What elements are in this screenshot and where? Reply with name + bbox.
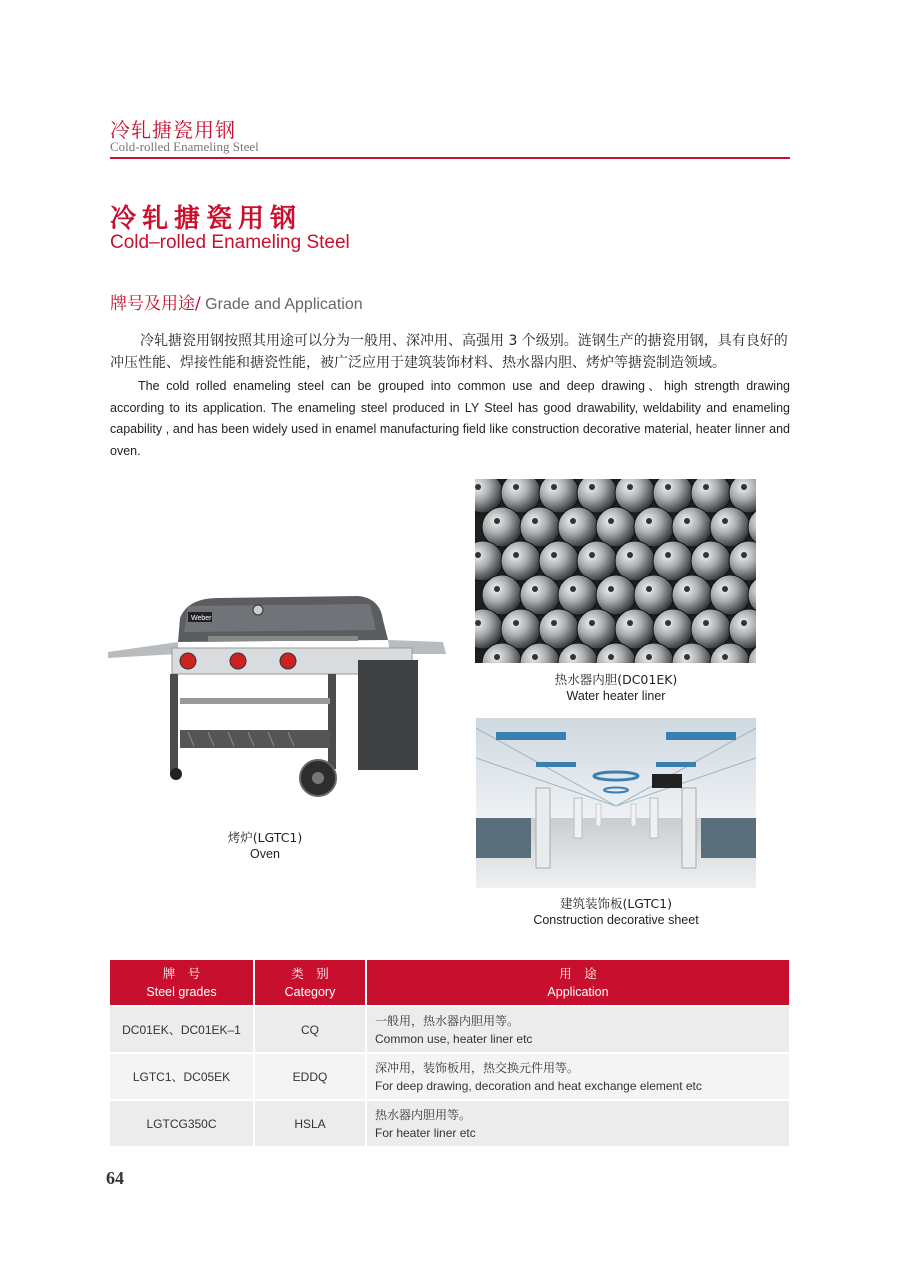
running-header-title-cn: 冷轧搪瓷用钢 (110, 118, 236, 142)
cell-application-cn: 热水器内胆用等。 (375, 1107, 472, 1122)
liner-fitting (722, 586, 728, 592)
page-title-en: Cold–rolled Enameling Steel (110, 232, 350, 253)
page-number: 64 (106, 1168, 124, 1188)
liner-cylinder (691, 541, 731, 581)
header-category-en: Category (284, 984, 336, 999)
liner-cylinder (596, 575, 636, 615)
oven-caption-en: Oven (250, 847, 280, 861)
liner-fitting (608, 518, 614, 524)
header-application (367, 960, 789, 1005)
liner-cylinder (710, 575, 750, 615)
liner-cylinder (710, 507, 750, 547)
liner-fitting (665, 552, 671, 558)
liner-fitting (627, 552, 633, 558)
liner-fitting (570, 586, 576, 592)
liner-cylinder (501, 541, 541, 581)
liner-cylinder (596, 507, 636, 547)
cell-category: HSLA (255, 1099, 367, 1146)
liner-cylinder (615, 541, 655, 581)
liner-fitting (589, 620, 595, 626)
liner-fitting (532, 586, 538, 592)
liner-cylinder (520, 507, 560, 547)
liner-fitting (494, 586, 500, 592)
liner-caption-en: Water heater liner (566, 689, 666, 703)
table-header-row (110, 960, 789, 1005)
cell-application (367, 1005, 789, 1052)
liner-fitting (703, 552, 709, 558)
liner-fitting (608, 586, 614, 592)
liner-cylinder (482, 575, 522, 615)
liner-fitting (532, 654, 538, 660)
cell-category: EDDQ (255, 1052, 367, 1099)
header-application-cn: 用 途 (559, 966, 597, 981)
brand-logo: Weber (191, 615, 212, 622)
oven-caption-cn: 烤炉(LGTC1) (227, 830, 303, 845)
liner-fitting (608, 654, 614, 660)
liner-fitting (627, 620, 633, 626)
liner-cylinder (653, 541, 693, 581)
liner-fitting (513, 484, 519, 490)
liner-fitting (551, 620, 557, 626)
cell-application-en: Common use, heater liner etc (375, 1031, 533, 1046)
liner-cylinder (520, 575, 560, 615)
sheet-caption-en: Construction decorative sheet (533, 913, 699, 927)
liner-fitting (589, 552, 595, 558)
sheet-caption-cn: 建筑装饰板(LGTC1) (559, 896, 673, 911)
cell-application-en: For heater liner etc (375, 1125, 476, 1140)
liner-cylinder (577, 541, 617, 581)
liner-fitting (684, 654, 690, 660)
liner-cylinder (501, 609, 541, 649)
liner-caption (505, 671, 727, 705)
liner-fitting (513, 620, 519, 626)
cell-grade: DC01EK、DC01EK–1 (110, 1005, 255, 1052)
cell-application-cn: 深冲用，装饰板用，热交换元件用等。 (375, 1060, 580, 1075)
table-row (110, 1099, 789, 1146)
liner-fitting (703, 484, 709, 490)
liner-fitting (494, 654, 500, 660)
liner-fitting (532, 518, 538, 524)
liner-fitting (741, 620, 747, 626)
liner-cylinder (691, 609, 731, 649)
liner-fitting (494, 518, 500, 524)
liner-fitting (475, 620, 481, 626)
oven-photo (108, 590, 448, 800)
cell-application (367, 1052, 789, 1099)
liner-cylinder (615, 609, 655, 649)
liner-cylinder (634, 507, 674, 547)
liner-caption-cn: 热水器内胆(DC01EK) (554, 672, 678, 687)
cell-application-en: For deep drawing, decoration and heat exchange element etc (375, 1078, 702, 1093)
header-steel-grades-en: Steel grades (146, 984, 217, 999)
section-heading-cn: 牌号及用途/ (110, 294, 201, 314)
liner-fitting (684, 518, 690, 524)
cell-category: CQ (255, 1005, 367, 1052)
cell-application-cn: 一般用，热水器内胆用等。 (375, 1013, 520, 1028)
header-category-cn: 类 别 (291, 966, 329, 981)
liner-cylinder (558, 507, 598, 547)
liner-fitting (665, 620, 671, 626)
liner-fitting (703, 620, 709, 626)
liner-fitting (722, 518, 728, 524)
liner-fitting (646, 518, 652, 524)
liner-fitting (722, 654, 728, 660)
header-steel-grades (110, 960, 255, 1005)
grade-application-table (110, 960, 789, 1146)
running-header-title-en: Cold-rolled Enameling Steel (110, 139, 259, 154)
liner-cylinder (672, 575, 712, 615)
header-application-en: Application (547, 984, 609, 999)
liner-fitting (646, 654, 652, 660)
liner-fitting (513, 552, 519, 558)
liner-cylinder (577, 609, 617, 649)
intro-paragraph-cn: 冷轧搪瓷用钢按照其用途可以分为一般用、深冲用、高强用 3 个级别。涟钢生产的搪瓷用钢，具有良好的冲压性能、焊接性能和搪瓷性能，被广泛应用于建筑装饰材料、热水器内胆、烤炉等搪瓷制造领域。 (110, 333, 788, 371)
header-category (255, 960, 367, 1005)
liner-fitting (646, 586, 652, 592)
liner-cylinder (672, 507, 712, 547)
liner-cylinder (634, 575, 674, 615)
intro-paragraph-en: The cold rolled enameling steel can be grouped into common use and deep drawing、high strength drawing according to its application. The enameling steel produced in LY Steel has good drawability, weldability and enameling capability , and has been widely used in enamel manufacturing field like construction decorative material, heater linner and oven. (110, 379, 790, 458)
water-heater-liner-photo (475, 479, 756, 663)
cell-grade: LGTCG350C (110, 1099, 255, 1146)
liner-fitting (627, 484, 633, 490)
liner-fitting (589, 484, 595, 490)
section-heading-en: Grade and Application (200, 296, 363, 313)
liner-fitting (475, 484, 481, 490)
decorative-sheet-photo (476, 718, 756, 888)
liner-fitting (551, 484, 557, 490)
oven-caption (160, 829, 370, 863)
liner-cylinder (558, 575, 598, 615)
liner-fitting (570, 518, 576, 524)
section-heading (110, 289, 363, 314)
table-row (110, 1052, 789, 1099)
liner-cylinder (539, 541, 579, 581)
cell-application (367, 1099, 789, 1146)
liner-cylinder (482, 507, 522, 547)
liner-fitting (684, 586, 690, 592)
liner-fitting (570, 654, 576, 660)
liner-cylinder (539, 609, 579, 649)
liner-fitting (665, 484, 671, 490)
cell-grade: LGTC1、DC05EK (110, 1052, 255, 1099)
liner-fitting (741, 552, 747, 558)
liner-cylinder (653, 609, 693, 649)
table-row (110, 1005, 789, 1052)
sheet-caption (505, 895, 727, 929)
header-steel-grades-cn: 牌 号 (162, 966, 201, 981)
header-rule (110, 157, 790, 159)
liner-fitting (741, 484, 747, 490)
liner-fitting (551, 552, 557, 558)
liner-fitting (475, 552, 481, 558)
page-title-cn: 冷轧搪瓷用钢 (110, 204, 303, 234)
